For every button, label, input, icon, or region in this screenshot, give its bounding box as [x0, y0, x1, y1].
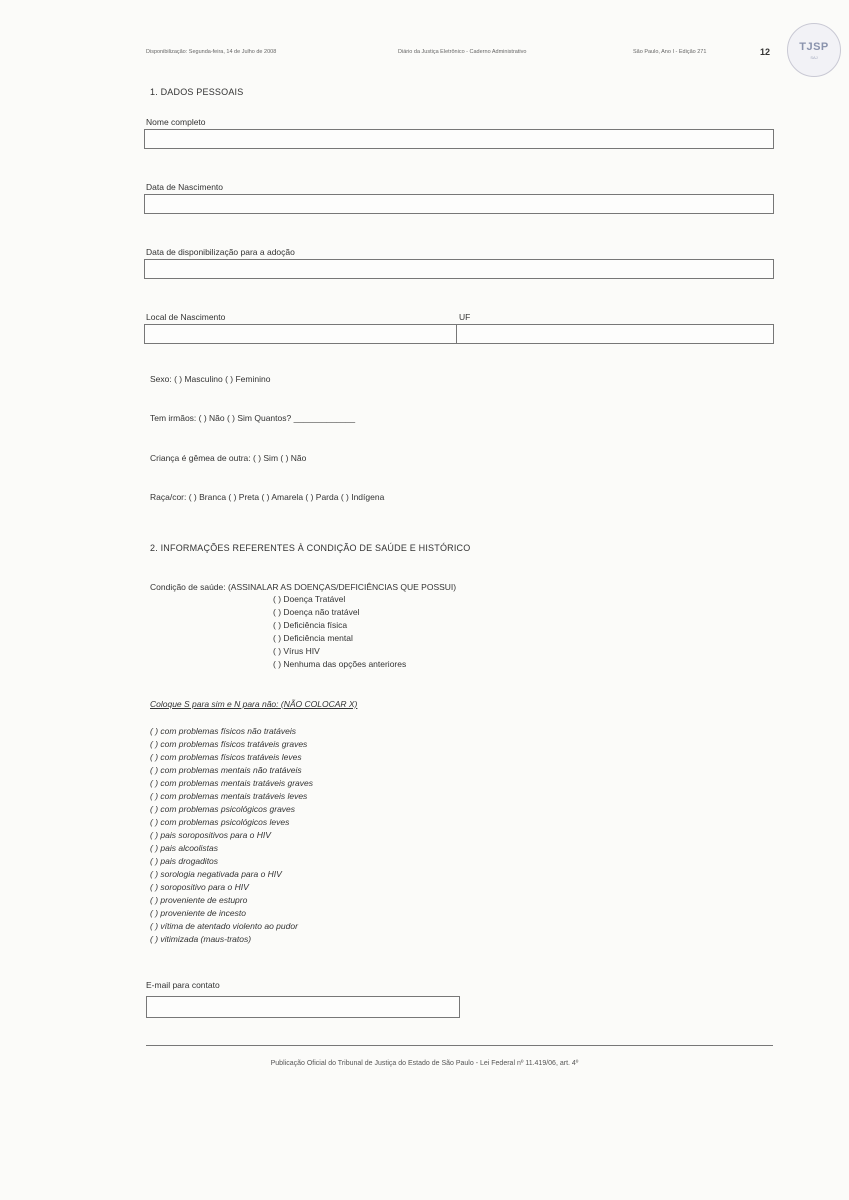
history-item[interactable]: ( ) proveniente de estupro: [150, 895, 248, 905]
header-date: Disponibilização: Segunda-feira, 14 de Julho de 2008: [146, 49, 277, 55]
section-2-title: 2. INFORMAÇÕES REFERENTES À CONDIÇÃO DE SAÚDE E HISTÓRICO: [150, 543, 471, 553]
history-item[interactable]: ( ) pais soropositivos para o HIV: [150, 830, 271, 840]
condicao-option[interactable]: ( ) Doença não tratável: [273, 607, 360, 617]
footer-text: Publicação Oficial do Tribunal de Justiça do Estado de São Paulo - Lei Federal nº 11.419/06, art. 4º: [270, 1060, 579, 1067]
page-number: 12: [760, 47, 771, 57]
disponibilizacao-label: Data de disponibilização para a adoção: [146, 247, 295, 257]
local-label: Local de Nascimento: [146, 312, 226, 322]
condicao-option[interactable]: ( ) Deficiência mental: [273, 633, 353, 643]
uf-label: UF: [459, 312, 471, 322]
nome-label: Nome completo: [146, 117, 206, 127]
seal-subtext: SAJ: [810, 55, 818, 60]
nascimento-label: Data de Nascimento: [146, 182, 224, 192]
history-item[interactable]: ( ) vitimizada (maus-tratos): [150, 934, 252, 944]
nascimento-field[interactable]: [144, 194, 774, 214]
disponibilizacao-field[interactable]: [144, 259, 774, 279]
email-label: E-mail para contato: [146, 980, 220, 990]
uf-field[interactable]: [456, 324, 774, 344]
gemea-question[interactable]: Criança é gêmea de outra: ( ) Sim ( ) Não: [150, 453, 307, 463]
sexo-question[interactable]: Sexo: ( ) Masculino ( ) Feminino: [150, 374, 271, 384]
history-item[interactable]: ( ) com problemas psicológicos graves: [150, 804, 296, 814]
tjsp-seal-icon: [787, 23, 841, 77]
condicao-label: Condição de saúde: (ASSINALAR AS DOENÇAS/DEFICIÊNCIAS QUE POSSUI): [150, 582, 457, 592]
section-1-title: 1. DADOS PESSOAIS: [150, 87, 244, 97]
condicao-option[interactable]: ( ) Deficiência física: [273, 620, 348, 630]
history-item[interactable]: ( ) com problemas psicológicos leves: [150, 817, 290, 827]
raca-question[interactable]: Raça/cor: ( ) Branca ( ) Preta ( ) Amarela ( ) Parda ( ) Indígena: [150, 492, 385, 502]
history-item[interactable]: ( ) com problemas físicos tratáveis leves: [150, 752, 302, 762]
seal-text: TJSP: [799, 41, 829, 53]
history-item[interactable]: ( ) pais drogaditos: [150, 856, 219, 866]
instrucao-text: Coloque S para sim e N para não: (NÃO COLOCAR X): [150, 699, 358, 709]
irmaos-question[interactable]: Tem irmãos: ( ) Não ( ) Sim Quantos? _____________: [150, 413, 356, 423]
condicao-option[interactable]: ( ) Doença Tratável: [273, 594, 346, 604]
condicao-option[interactable]: ( ) Vírus HIV: [273, 646, 320, 656]
history-item[interactable]: ( ) com problemas mentais tratáveis leves: [150, 791, 308, 801]
nome-field[interactable]: [144, 129, 774, 149]
history-item[interactable]: ( ) sorologia negativada para o HIV: [150, 869, 282, 879]
history-item[interactable]: ( ) pais alcoolistas: [150, 843, 219, 853]
history-item[interactable]: ( ) vítima de atentado violento ao pudor: [150, 921, 298, 931]
history-item[interactable]: ( ) com problemas mentais tratáveis graves: [150, 778, 313, 788]
header-edition: São Paulo, Ano I - Edição 271: [633, 49, 707, 55]
history-item[interactable]: ( ) com problemas físicos não tratáveis: [150, 726, 296, 736]
history-item[interactable]: ( ) com problemas físicos tratáveis graves: [150, 739, 308, 749]
local-field[interactable]: [144, 324, 457, 344]
footer-divider: [146, 1045, 773, 1046]
history-item[interactable]: ( ) com problemas mentais não tratáveis: [150, 765, 302, 775]
header-journal: Diário da Justiça Eletrônico - Caderno Administrativo: [398, 49, 527, 55]
history-item[interactable]: ( ) proveniente de incesto: [150, 908, 246, 918]
history-item[interactable]: ( ) soropositivo para o HIV: [150, 882, 249, 892]
condicao-option[interactable]: ( ) Nenhuma das opções anteriores: [273, 659, 407, 669]
email-field[interactable]: [146, 996, 460, 1018]
